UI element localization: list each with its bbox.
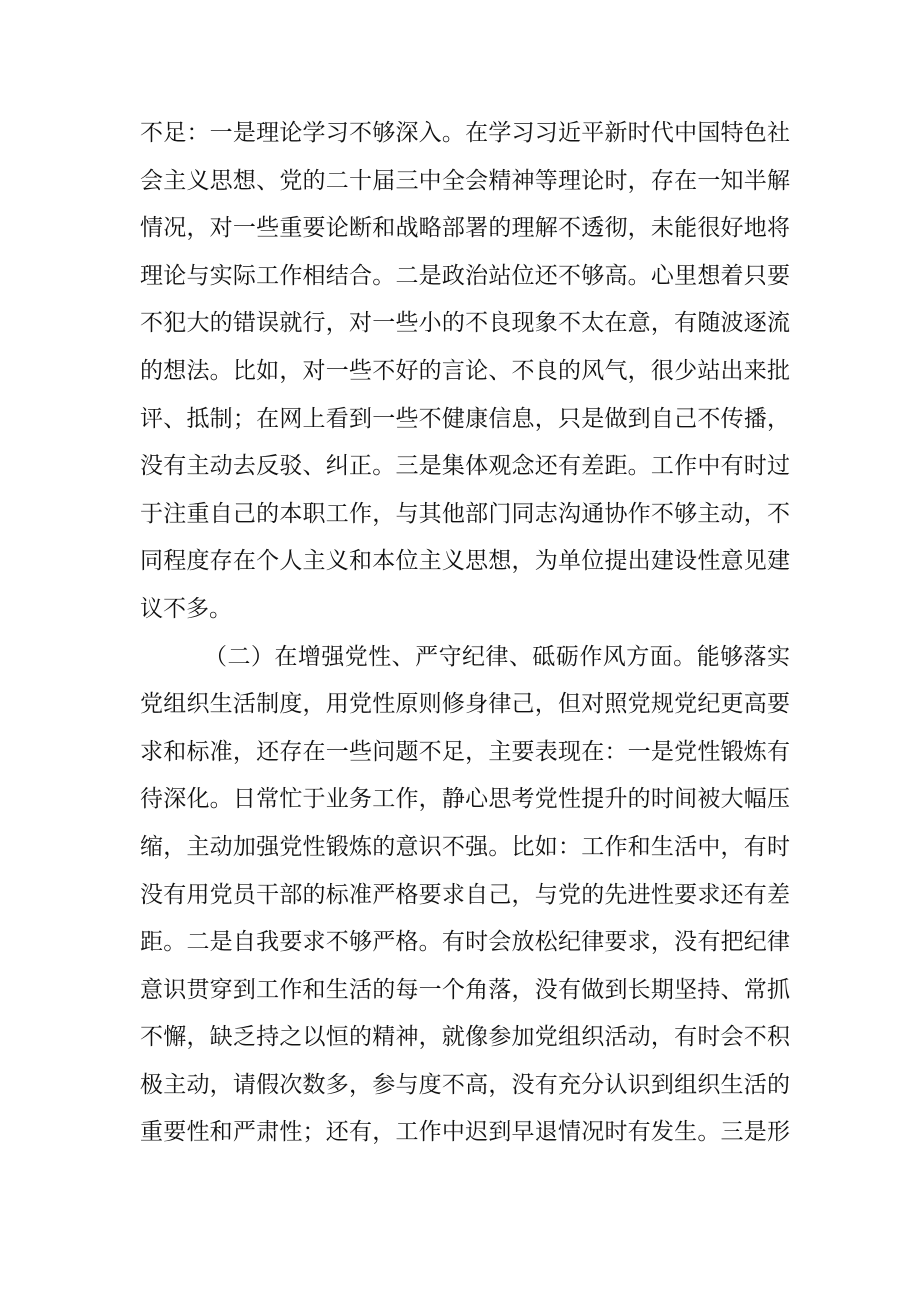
body-text (140, 110, 790, 1157)
text-line: 重要性和严肃性；还有，工作中迟到早退情况时有发生。三是形 (140, 1119, 790, 1146)
text-line: 没有主动去反驳、纠正。三是集体观念还有差距。工作中有时过 (140, 453, 790, 480)
text-line: 的想法。比如，对一些不好的言论、不良的风气，很少站出来批 (140, 357, 790, 384)
text-line: 情况，对一些重要论断和战略部署的理解不透彻，未能很好地将 (140, 215, 790, 242)
text-line: 求和标准，还存在一些问题不足，主要表现在：一是党性锻炼有 (140, 738, 790, 765)
text-line: 同程度存在个人主义和本位主义思想，为单位提出建设性意见建 (140, 548, 790, 575)
text-line: 不懈，缺乏持之以恒的精神，就像参加党组织活动，有时会不积 (140, 1024, 790, 1051)
text-line: 不足：一是理论学习不够深入。在学习习近平新时代中国特色社 (140, 120, 790, 146)
text-line: 意识贯穿到工作和生活的每一个角落，没有做到长期坚持、常抓 (140, 976, 790, 1003)
text-line: 党组织生活制度，用党性原则修身律己，但对照党规党纪更高要 (140, 691, 790, 718)
text-line: 缩，主动加强党性锻炼的意识不强。比如：工作和生活中，有时 (140, 833, 790, 860)
text-line: 理论与实际工作相结合。二是政治站位还不够高。心里想着只要 (140, 262, 790, 289)
text-line: 会主义思想、党的二十届三中全会精神等理论时，存在一知半解 (140, 167, 790, 194)
text-line: 于注重自己的本职工作，与其他部门同志沟通协作不够主动，不 (140, 500, 790, 527)
text-line: 议不多。 (140, 595, 232, 622)
text-line: 极主动，请假次数多，参与度不高，没有充分认识到组织生活的 (140, 1071, 790, 1098)
section-heading-line: （二）在增强党性、严守纪律、砥砺作风方面。能够落实 (204, 643, 790, 670)
text-line: 没有用党员干部的标准严格要求自己，与党的先进性要求还有差 (140, 881, 790, 908)
text-line: 评、抵制；在网上看到一些不健康信息，只是做到自己不传播， (140, 405, 790, 432)
text-line: 不犯大的错误就行，对一些小的不良现象不太在意，有随波逐流 (140, 310, 790, 337)
text-line: 待深化。日常忙于业务工作，静心思考党性提升的时间被大幅压 (140, 786, 790, 813)
text-line: 距。二是自我要求不够严格。有时会放松纪律要求，没有把纪律 (140, 929, 790, 956)
